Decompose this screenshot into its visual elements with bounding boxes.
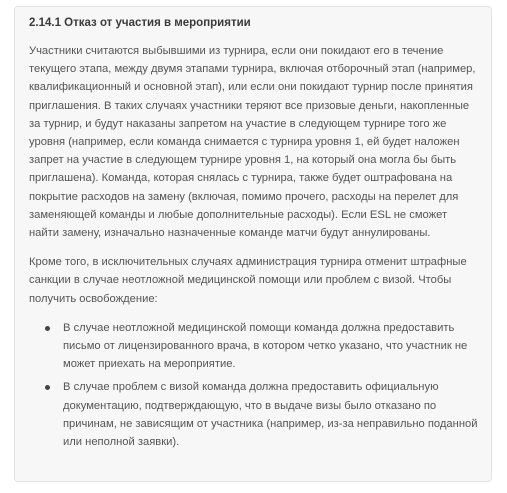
list-item-text: В случае проблем с визой команда должна предоставить официальную документацию, подтверждающую, что в выдаче визы было отказано по причинам, не зависящим от участника (например, из-за неправильно поданной или неполной заявки). — [63, 381, 478, 449]
rules-section-card — [14, 6, 492, 482]
exemption-list — [29, 319, 479, 451]
list-item-medical — [29, 319, 479, 374]
list-item-text: В случае неотложной медицинской помощи команда должна предоставить письмо от лицензированного врача, в котором четко указано, что участник не может приехать на мероприятие. — [63, 321, 468, 371]
exemption-paragraph: Кроме того, в исключительных случаях администрация турнира отменит штрафные санкции в случае неотложной медицинской помощи или проблем с визой. Чтобы получить освобождение: — [29, 256, 467, 305]
bullet-icon — [45, 385, 50, 390]
bullet-icon — [45, 326, 50, 331]
section-heading: 2.14.1 Отказ от участия в мероприятии — [29, 17, 251, 29]
list-item-visa — [29, 378, 479, 451]
withdrawal-paragraph: Участники считаются выбывшими из турнира, если они покидают его в течение текущего этапа, между двумя этапами турнира, включая отборочный этап (например, квалификационный и основной этап), или если они покидают турнир после принятия приглашения. В таких случаях участники теряют все призовые деньги, накопленные за турнир, и будут наказаны запретом на участие в следующем турнире того же уровня (например, если команда снимается с турнира уровня 1, ей будет наложен запрет на участие в следующем турнире уровня 1, на который она могла бы быть приглашена). Команда, которая снялась с турнира, также будет оштрафована на покрытие расходов на замену (включая, помимо прочего, расходы на перелет для заменяющей команды и любые дополнительные расходы). Если ESL не сможет найти замену, изначально назначенные команде матчи будут аннулированы. — [29, 45, 476, 240]
